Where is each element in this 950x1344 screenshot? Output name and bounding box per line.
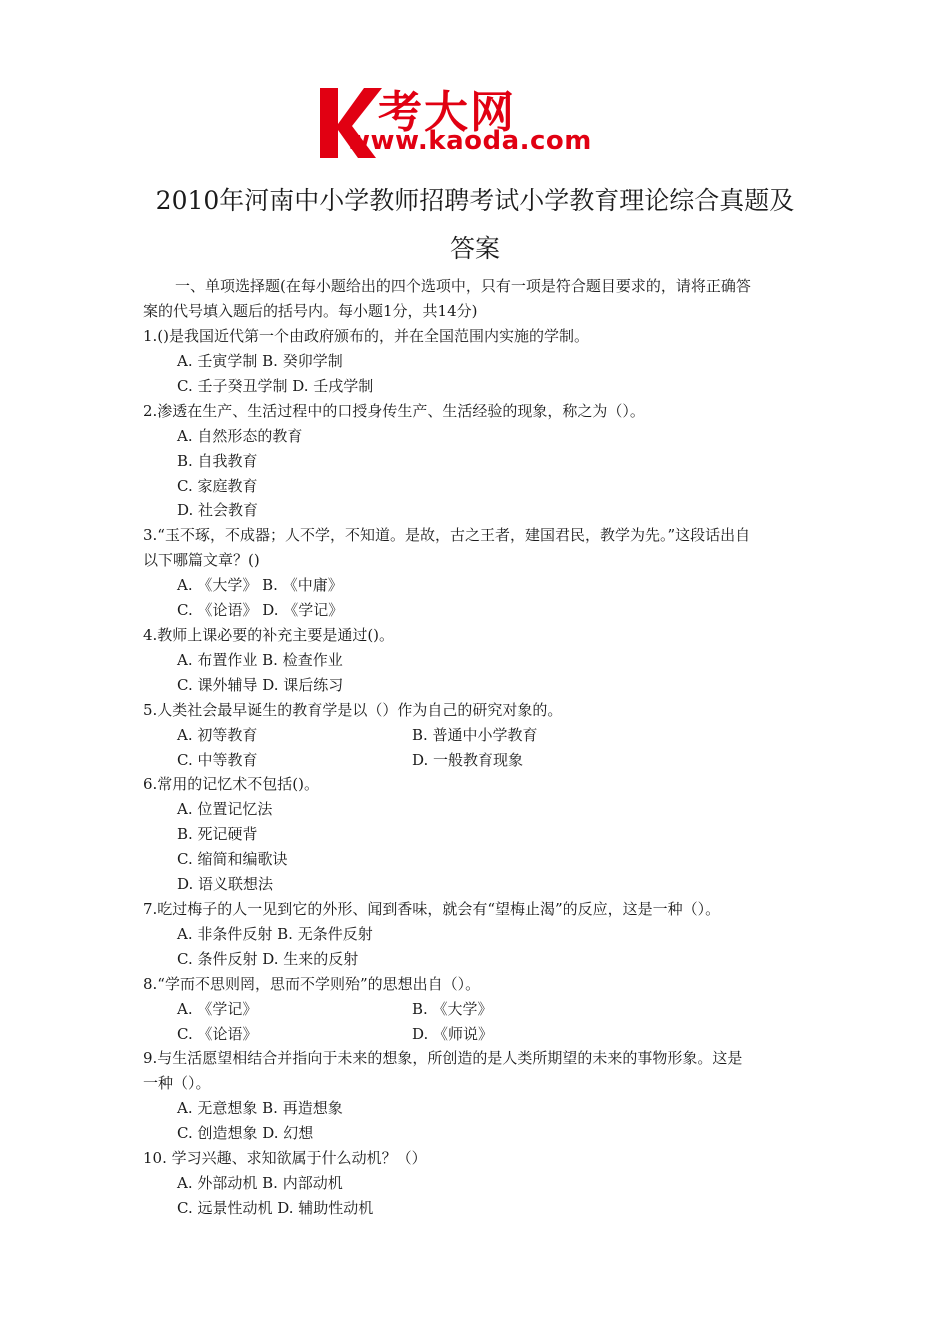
option-line: A. 布置作业 B. 检查作业 [177,651,343,669]
option-line: A. 无意想象 B. 再造想象 [177,1099,343,1117]
document-title-line2: 答案 [449,234,500,263]
option-d: D. 《师说》 [412,1025,494,1043]
option-line: C. 条件反射 D. 生来的反射 [177,950,359,968]
option-line: A. 壬寅学制 B. 癸卯学制 [177,352,343,370]
question-text: 8.“学而不思则罔，思而不学则殆”的思想出自（）。 [143,975,481,993]
option-line: C. 《论语》 D. 《学记》 [177,601,344,619]
option-line: B. 自我教育 [177,452,258,470]
option-b: B. 普通中小学教育 [412,726,538,744]
option-c: C. 《论语》 [177,1025,258,1043]
option-line: C. 壬子癸丑学制 D. 壬戌学制 [177,377,374,395]
question-text: 5.人类社会最早诞生的教育学是以（）作为自己的研究对象的。 [143,701,563,719]
question-text-cont: 一种（）。 [143,1074,211,1092]
option-line: C. 远景性动机 D. 辅助性动机 [177,1199,374,1217]
option-line: D. 社会教育 [177,501,259,519]
option-line: C. 家庭教育 [177,477,258,495]
section-intro: 一、单项选择题(在每小题给出的四个选项中，只有一项是符合题目要求的，请将正确答 [175,277,751,295]
option-line: B. 死记硬背 [177,825,258,843]
kaoda-logo [316,78,646,162]
option-line: D. 语义联想法 [177,875,274,893]
option-b: B. 《大学》 [412,1000,493,1018]
option-line: C. 创造想象 D. 幻想 [177,1124,314,1142]
section-intro-cont: 案的代号填入题后的括号内。每小题1分，共14分) [143,302,478,320]
question-text: 9.与生活愿望相结合并指向于未来的想象，所创造的是人类所期望的未来的事物形象。这是 [143,1049,743,1067]
option-line: C. 课外辅导 D. 课后练习 [177,676,344,694]
option-line: A. 自然形态的教育 [177,427,303,445]
question-text: 1.()是我国近代第一个由政府颁布的，并在全国范围内实施的学制。 [143,327,590,345]
question-text: 3.“玉不琢，不成器；人不学，不知道。是故，古之王者，建国君民，教学为先。”这段话出自 [143,526,751,544]
question-text: 7.吃过梅子的人一见到它的外形、闻到香味，就会有“望梅止渴”的反应，这是一种（）。 [143,900,721,918]
option-d: D. 一般教育现象 [412,751,524,769]
option-line: A. 非条件反射 B. 无条件反射 [177,925,373,943]
question-text: 6.常用的记忆术不包括()。 [143,775,320,793]
document-title-line1: 2010年河南中小学教师招聘考试小学教育理论综合真题及 [155,186,795,215]
option-a: A. 初等教育 [177,726,258,744]
question-text: 4.教师上课必要的补充主要是通过()。 [143,626,395,644]
option-line: A. 外部动机 B. 内部动机 [177,1174,343,1192]
question-text-cont: 以下哪篇文章？() [143,551,260,569]
question-text: 10. 学习兴趣、求知欲属于什么动机？（） [143,1149,427,1167]
logo-brand: 考大网 [378,87,516,138]
logo-url: www.kaoda.com [346,126,592,156]
option-line: C. 缩简和编歌诀 [177,850,288,868]
option-c: C. 中等教育 [177,751,258,769]
question-text: 2.渗透在生产、生活过程中的口授身传生产、生活经验的现象，称之为（）。 [143,402,645,420]
option-a: A. 《学记》 [177,1000,258,1018]
option-line: A. 《大学》 B. 《中庸》 [177,576,343,594]
option-line: A. 位置记忆法 [177,800,273,818]
